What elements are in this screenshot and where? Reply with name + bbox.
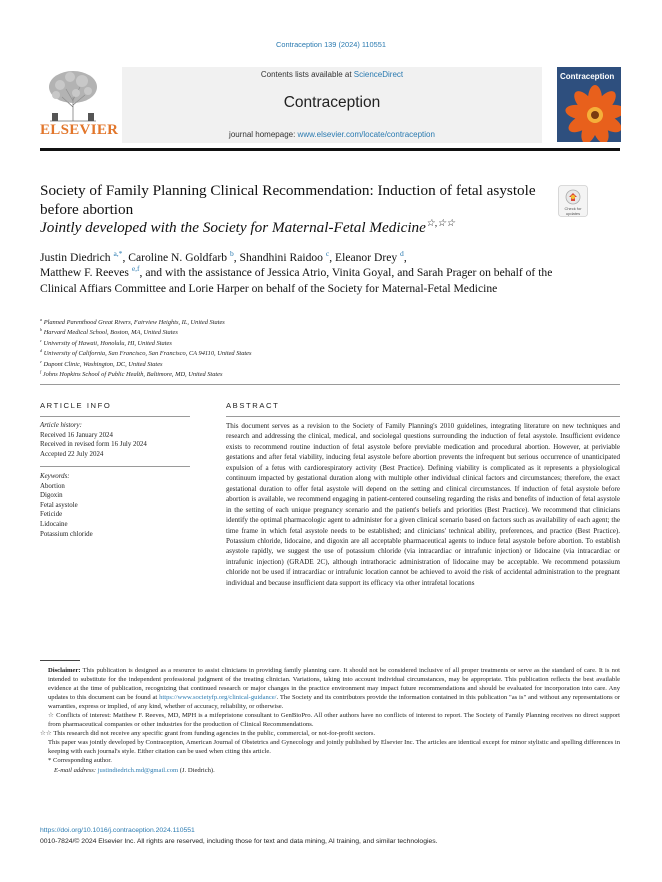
author-list: Justin Diedrich $^{a,*}$, Caroline N. Goldfarb $^b$, Shandhini Raidoo $^c$, Eleanor Drey $^d$, Matthew F. Reeves $^{e,f}$, and with the assistance of Jessica Atrio, Vinita Goyal, and Sarah Prager on behalf of the Clinical Affiars Committee and Lorie Harper on behalf of the Society for Maternal-Fetal Medicine xyxy=(40,249,553,295)
abstract-heading: ABSTRACT xyxy=(226,401,280,410)
email-line: E-mail address: justindiedrich.md@gmail.com (J. Diedrich). xyxy=(54,766,215,774)
history-item: Received 16 January 2024 xyxy=(40,431,113,439)
corresponding-author: * Corresponding author. xyxy=(48,757,112,765)
cover-title: Contraception xyxy=(560,72,615,81)
sciencedirect-link[interactable]: ScienceDirect xyxy=(353,70,404,79)
doi-link[interactable]: https://doi.org/10.1016/j.contraception.2024.110551 xyxy=(40,827,195,834)
author-2[interactable]: Caroline N. Goldfarb $^b$ xyxy=(128,249,234,264)
email-link[interactable]: justindiedrich.md@gmail.com xyxy=(97,766,179,774)
keywords-label: Keywords: xyxy=(40,473,70,480)
keyword-item: Feticide xyxy=(40,511,63,519)
author-4[interactable]: Eleanor Drey $^d$ xyxy=(335,249,404,264)
authors-tail: and with the assistance of Jessica Atrio, Vinita Goyal, and Sarah Prager on behalf of the Clinical Affiars Committee and Lorie Harper on behalf of the Society for Maternal-Fetal Medicine xyxy=(40,266,553,295)
journal-banner xyxy=(122,67,542,143)
publisher-name: ELSEVIER xyxy=(40,122,119,138)
keywords xyxy=(40,472,190,539)
affiliation-item: $^c$ University of Hawaii, Honolulu, HI, United States xyxy=(40,337,172,347)
elsevier-tree-icon xyxy=(40,67,106,123)
abstract-rule xyxy=(226,416,620,417)
subtitle-footnote-marks[interactable]: ☆,☆☆ xyxy=(425,217,455,229)
affiliation-item: $^d$ University of California, San Francisco, San Francisco, CA 94110, United States xyxy=(40,348,252,358)
header-rule xyxy=(40,148,620,151)
section-divider xyxy=(40,384,620,385)
history-item: Accepted 22 July 2024 xyxy=(40,450,104,458)
article-title: Society of Family Planning Clinical Recommendation: Induction of fetal asystole before abortion xyxy=(40,182,536,218)
article-title-block xyxy=(40,182,550,238)
journal-cover xyxy=(557,67,621,142)
keyword-item: Fetal asystole xyxy=(40,501,78,509)
author-3[interactable]: Shandhini Raidoo $^c$ xyxy=(239,249,330,264)
author-5[interactable]: Matthew F. Reeves $^{e,f}$ xyxy=(40,264,140,280)
guidance-link[interactable]: https://www.societyfp.org/clinical-guidance/ xyxy=(159,694,277,702)
affiliations xyxy=(40,318,600,380)
affiliation-item: $^a$ Planned Parenthood Great Rivers, Fairview Heights, IL, United States xyxy=(40,316,225,326)
affiliation-item: $^f$ Johns Hopkins School of Public Health, Baltimore, MD, United States xyxy=(40,368,223,379)
footnotes xyxy=(40,666,620,775)
journal-name: Contraception xyxy=(283,94,381,111)
article-subtitle: Jointly developed with the Society for Maternal-Fetal Medicine☆,☆☆ xyxy=(40,217,455,236)
footnote-rule xyxy=(40,660,80,661)
history-label: Article history: xyxy=(40,422,82,429)
keyword-item: Potassium chloride xyxy=(40,530,93,538)
funding-footnote: ☆☆ This research did not receive any specific grant from funding agencies in the public, commercial, or not-for-profit sectors. xyxy=(40,730,376,738)
journal-citation: Contraception 139 (2024) 110551 xyxy=(276,40,386,49)
journal-homepage: journal homepage: www.elsevier.com/locate/contraception xyxy=(229,130,435,139)
conflicts-footnote: ☆ Conflicts of interest: Matthew F. Reeves, MD, MPH is a mifepristone consultant to GenBioPro. All other authors have no conflicts of interest to report. The Society of Family Planning receives no direct support from pharmaceutical companies or other industries for the production of Clinical Recommendations. xyxy=(48,712,620,729)
keywords-rule xyxy=(40,466,190,467)
elsevier-logo xyxy=(40,67,119,139)
keyword-item: Lidocaine xyxy=(40,520,68,528)
author-1[interactable]: Justin Diedrich $^{a,*}$ xyxy=(40,249,123,264)
affiliation-item: $^b$ Harvard Medical School, Boston, MA, United States xyxy=(40,327,178,337)
contents-available: Contents lists available at ScienceDirect xyxy=(260,70,404,79)
article-info-rule xyxy=(40,416,190,417)
article-history xyxy=(40,421,190,459)
keyword-item: Digoxin xyxy=(40,492,63,500)
abstract-text: This document serves as a revision to the Society of Family Planning's 2010 guidelines, integrating literature on new techniques and research and addressing the clinical, medical, and sociolegal questions surrounding the induction of fetal asystole. Insufficient evidence exists to recommend routine induction of fetal asystole before previable medication and procedural abortion. However, at periviable gestations and after fetal viability, inducing fetal asystole before abortion prevents the infrequent but serious occurrence of unanticipated expulsion of a fetus with cardiorespiratory activity (Best Practice). Defining viability is complicated as it represents a physiological continuum impacted by gestational duration along with multiple other individual clinical factors and circumstances; therefore, the exact gestational duration to offer fetal asystole will depend on the setting and clinical circumstances. If induction of fetal asystole before abortion is available, we recommend engaging in patient-centered counseling regarding the risks and benefits of induction of fetal asystole in the setting of each unique pregnancy scenario and the patient's beliefs and priorities (Best Practice). We recommend that clinicians identify the optimal pharmacologic agent to administer for a given clinical scenario based on factors such as availability of each agent; the time frame in which fetal asystole needs to be established; and clinicians' technical ability, preferences, and practice (Best Practice). Potassium chloride, lidocaine, and digoxin are all acceptable pharmaceutical agents to induce fetal asystole before abortion. To establish asystole rapidly, we suggest the use of potassium chloride (via intracardiac or intrafunic injection) or lidocaine (via intracardiac or intrafunic injection) (GRADE 2C), although intrathoracic administration of lidocaine may be acceptable. We recommend potassium chloride not be used if intracardiac or intrafunic location cannot be achieved to avoid the risk of accidental administration to the pregnant individual and because insufficient data support its efficacy via other intrafetal locations xyxy=(226,422,620,587)
disclaimer: Disclaimer: This publication is designed as a resource to assist clinicians in providing family planning care. It should not be considered inclusive of all proper treatments or serve as the standard of care. It is not intended to substitute for the independent professional judgment of the treating clinician. Variations, taking into account individual circumstances, may be appropriate. This publication reflects the best available evidence at the time of publication, recognizing that continued research or major changes in the practice environment may impact future recommendations and should be evaluated for incorporation into care. Any updates to this document can be found at https://www.societyfp.org/clinical-guidance/. The Society and its contributors provide the information contained in this publication "as is" and without any representations or warranties, express or implied, of any kind, whether of accuracy, reliability, or otherwise. xyxy=(48,667,620,711)
affiliation-item: $^e$ Dupont Clinic, Washington, DC, United States xyxy=(40,358,163,368)
homepage-link[interactable]: www.elsevier.com/locate/contraception xyxy=(297,130,435,139)
issn-copyright: 0010-7824/© 2024 Elsevier Inc. All rights are reserved, including those for text and data mining, AI training, and similar technologies. xyxy=(40,838,438,845)
history-item: Received in revised form 16 July 2024 xyxy=(40,441,147,449)
check-for-updates-label: Check for updates xyxy=(564,206,582,216)
check-for-updates-badge[interactable] xyxy=(558,185,588,217)
article-info-heading: ARTICLE INFO xyxy=(40,401,112,410)
keyword-item: Abortion xyxy=(40,482,65,490)
joint-publication-note: This paper was jointly developed by Contraception, American Journal of Obstetrics and Gynecology and jointly published by Elsevier Inc. The articles are identical except for minor stylistic and spelling differences in keeping with each journal's style. Either citation can be used when citing this article. xyxy=(48,739,620,756)
